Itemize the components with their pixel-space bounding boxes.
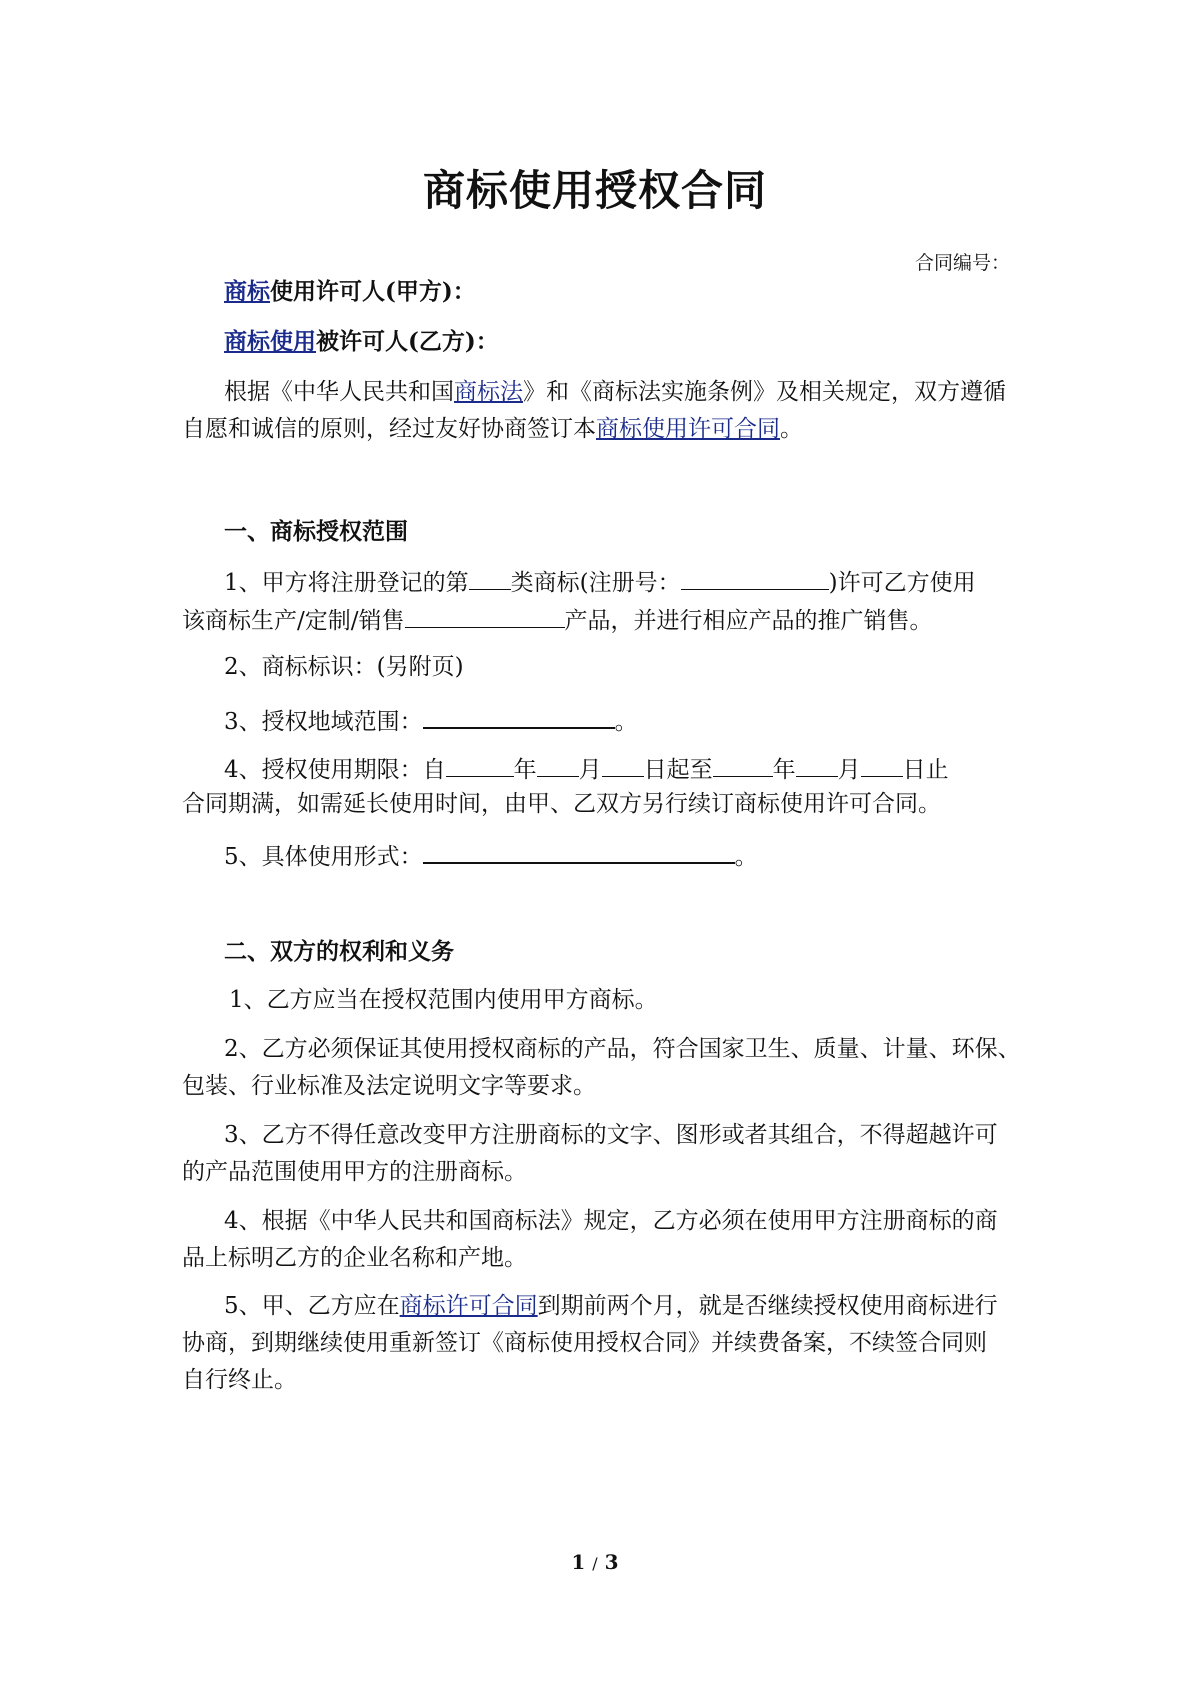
item-text: 3、授权地域范围： bbox=[224, 709, 423, 735]
s1-item-3 bbox=[224, 703, 638, 737]
start-year-blank[interactable] bbox=[446, 752, 514, 777]
licensee-label: 被许可人(乙方)： bbox=[316, 328, 499, 355]
item-text: 5、甲、乙方应在 bbox=[224, 1293, 400, 1319]
s2-item-3-line-1: 3、乙方不得任意改变甲方注册商标的文字、图形或者其组合，不得超越许可 bbox=[224, 1122, 998, 1148]
s1-item-2: 2、商标标识：(另附页) bbox=[224, 654, 464, 680]
s1-item-4-line-2: 合同期满，如需延长使用时间，由甲、乙双方另行续订商标使用许可合同。 bbox=[182, 791, 941, 817]
class-number-blank[interactable] bbox=[469, 565, 511, 590]
region-blank[interactable] bbox=[423, 703, 615, 729]
current-page: 1 bbox=[571, 1550, 586, 1574]
section-1-heading: 一、商标授权范围 bbox=[224, 518, 408, 545]
s2-item-5-line-1 bbox=[224, 1291, 998, 1321]
preamble-text: 》和《商标法实施条例》及相关规定，双方遵循 bbox=[523, 379, 1006, 405]
product-blank[interactable] bbox=[405, 603, 565, 628]
item-text: )许可乙方使用 bbox=[828, 570, 976, 596]
start-month-blank[interactable] bbox=[537, 752, 579, 777]
item-text: 1、甲方将注册登记的第 bbox=[224, 570, 469, 596]
item-text: 月 bbox=[578, 757, 602, 783]
total-pages: 3 bbox=[604, 1550, 619, 1574]
item-text: 月 bbox=[837, 757, 861, 783]
preamble-text: 。 bbox=[780, 416, 803, 442]
item-text: 。 bbox=[734, 844, 758, 870]
section-2-heading: 二、双方的权利和义务 bbox=[224, 938, 454, 965]
document-title: 商标使用授权合同 bbox=[422, 166, 767, 215]
preamble-text: 根据《中华人民共和国 bbox=[224, 379, 454, 405]
licensor-line bbox=[224, 277, 476, 307]
licensee-trademark-link[interactable]: 商标使用 bbox=[224, 328, 316, 355]
page-number bbox=[0, 1550, 1190, 1574]
end-month-blank[interactable] bbox=[796, 752, 838, 777]
s1-item-1-line-1 bbox=[224, 565, 976, 598]
trademark-license-contract-link[interactable]: 商标许可合同 bbox=[399, 1293, 538, 1319]
s2-item-4-line-2: 品上标明乙方的企业名称和产地。 bbox=[182, 1245, 527, 1271]
item-text: 到期前两个月，就是否继续授权使用商标进行 bbox=[537, 1293, 998, 1319]
s2-item-4-line-1: 4、根据《中华人民共和国商标法》规定，乙方必须在使用甲方注册商标的商 bbox=[224, 1208, 998, 1234]
trademark-law-link[interactable]: 商标法 bbox=[454, 379, 523, 405]
contract-number-label: 合同编号： bbox=[914, 252, 1010, 274]
page-separator: / bbox=[592, 1554, 598, 1573]
item-text: 。 bbox=[614, 709, 638, 735]
license-contract-link[interactable]: 商标使用许可合同 bbox=[596, 416, 780, 442]
registration-number-blank[interactable] bbox=[681, 565, 829, 590]
usage-form-blank[interactable] bbox=[423, 838, 735, 864]
item-text: 5、具体使用形式： bbox=[224, 844, 423, 870]
s2-item-1: 1、乙方应当在授权范围内使用甲方商标。 bbox=[229, 987, 658, 1013]
s2-item-2-line-2: 包装、行业标准及法定说明文字等要求。 bbox=[182, 1073, 596, 1099]
item-text: 日止 bbox=[902, 757, 949, 783]
s2-item-3-line-2: 的产品范围使用甲方的注册商标。 bbox=[182, 1159, 527, 1185]
s1-item-1-line-2 bbox=[182, 603, 933, 636]
item-text: 该商标生产/定制/销售 bbox=[182, 608, 405, 634]
s2-item-5-line-2: 协商，到期继续使用重新签订《商标使用授权合同》并续费备案，不续签合同则 bbox=[182, 1330, 987, 1356]
end-year-blank[interactable] bbox=[713, 752, 773, 777]
s1-item-5 bbox=[224, 838, 758, 872]
preamble-text: 自愿和诚信的原则，经过友好协商签订本 bbox=[182, 416, 596, 442]
item-text: 类商标(注册号： bbox=[510, 570, 681, 596]
item-text: 年 bbox=[772, 757, 796, 783]
start-day-blank[interactable] bbox=[602, 752, 644, 777]
item-text: 年 bbox=[513, 757, 537, 783]
end-day-blank[interactable] bbox=[861, 752, 903, 777]
item-text: 产品，并进行相应产品的推广销售。 bbox=[564, 608, 933, 634]
s2-item-2-line-1: 2、乙方必须保证其使用授权商标的产品，符合国家卫生、质量、计量、环保、 bbox=[224, 1036, 1021, 1062]
licensor-label: 使用许可人(甲方)： bbox=[270, 278, 476, 305]
licensor-trademark-link[interactable]: 商标 bbox=[224, 278, 270, 305]
licensee-line bbox=[224, 327, 499, 357]
preamble-line-1 bbox=[224, 377, 1006, 407]
item-text: 4、授权使用期限：自 bbox=[224, 757, 446, 783]
preamble-line-2 bbox=[182, 414, 803, 444]
s1-item-4-line-1 bbox=[224, 752, 949, 785]
item-text: 日起至 bbox=[643, 757, 713, 783]
s2-item-5-line-3: 自行终止。 bbox=[182, 1367, 297, 1393]
